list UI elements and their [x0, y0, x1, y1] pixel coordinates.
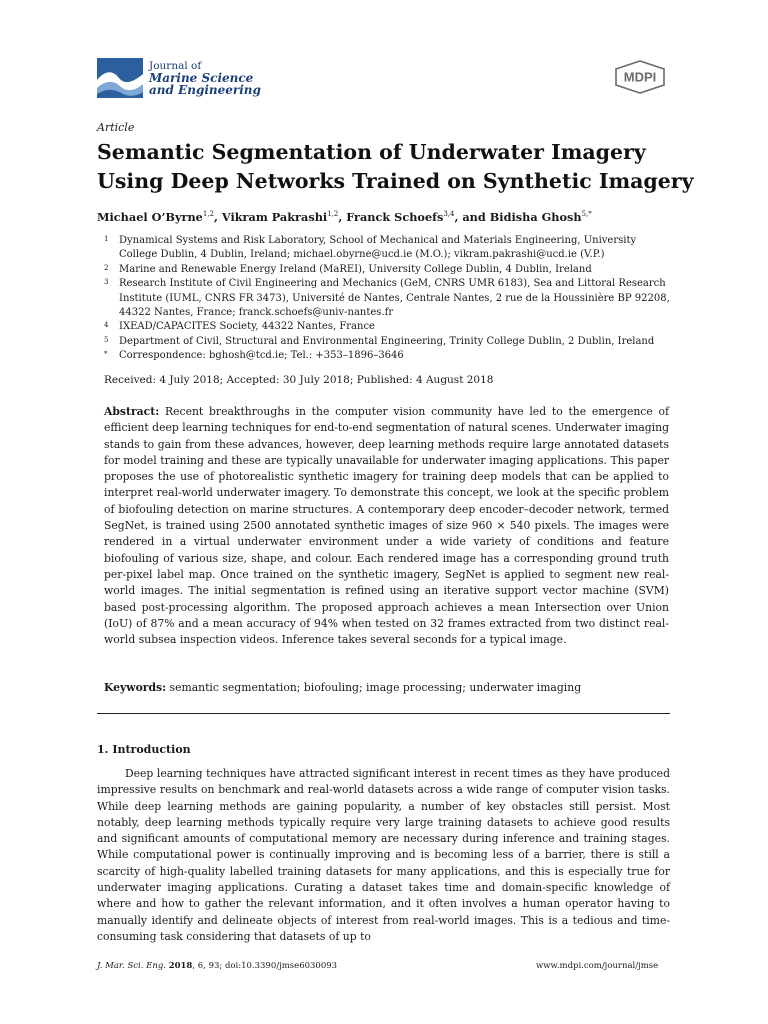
abstract	[104, 404, 669, 648]
title-line-1: Semantic Segmentation of Underwater Imagery	[97, 140, 646, 164]
affiliation-number: 3	[104, 278, 109, 287]
affiliation-number: 2	[104, 263, 109, 272]
article-type-label: Article	[97, 121, 135, 134]
keywords	[104, 681, 581, 694]
affiliation-item	[104, 263, 670, 277]
affiliation-list	[104, 234, 670, 364]
wave-logo-icon	[97, 58, 143, 98]
author-affiliation-sup: 1,2	[202, 210, 214, 219]
affiliation-text: Marine and Renewable Energy Ireland (MaREI), University College Dublin, 4 Dublin, Ireland	[119, 263, 592, 275]
abstract-label: Abstract:	[104, 405, 160, 418]
author-affiliation-sup: 3,4	[443, 210, 455, 219]
correspondence-marker: *	[104, 350, 108, 359]
paper-title	[97, 138, 697, 196]
author-name: Bidisha Ghosh	[489, 210, 582, 224]
journal-name	[149, 60, 261, 96]
author-name: Michael O’Byrne	[97, 210, 203, 224]
correspondence-item	[104, 349, 670, 363]
publication-dates: Received: 4 July 2018; Accepted: 30 July 2018; Published: 4 August 2018	[104, 374, 494, 386]
author-affiliation-sup: 1,2	[327, 210, 339, 219]
affiliation-number: 1	[104, 235, 109, 243]
mdpi-logo-icon	[612, 60, 668, 94]
affiliation-item	[104, 320, 670, 334]
footer-journal-url[interactable]: www.mdpi.com/journal/jmse	[536, 961, 659, 971]
author-affiliation-sup: 5,*	[581, 210, 592, 219]
section-heading: 1. Introduction	[97, 743, 191, 756]
journal-name-line3: and Engineering	[149, 83, 261, 97]
affiliation-item	[104, 234, 670, 263]
affiliation-item	[104, 277, 670, 320]
author-name: Vikram Pakrashi	[221, 210, 328, 224]
keywords-text: semantic segmentation; biofouling; image processing; underwater imaging	[169, 681, 582, 694]
affiliation-text: Department of Civil, Structural and Environmental Engineering, Trinity College Dublin, 2 Dublin, Ireland	[119, 335, 655, 347]
section-divider	[97, 713, 670, 714]
correspondence-text: Correspondence: bghosh@tcd.ie; Tel.: +353–1896–3646	[119, 350, 404, 362]
footer-journal-abbrev: J. Mar. Sci. Eng.	[97, 961, 166, 971]
author-separator: ,	[338, 210, 347, 224]
keywords-label: Keywords:	[104, 681, 167, 694]
footer-citation	[97, 961, 337, 971]
affiliation-text: Dynamical Systems and Risk Laboratory, School of Mechanical and Materials Engineering, University College Dublin, 4 Dublin, Ireland; michael.obyrne@ucd.ie (M.O.); vikram.pakrashi@ucd.ie (V.P.)	[119, 235, 637, 261]
author-list	[97, 210, 592, 224]
mdpi-logo-text: MDPI	[623, 69, 657, 85]
affiliation-item	[104, 335, 670, 349]
title-line-2: Using Deep Networks Trained on Synthetic Imagery	[97, 169, 694, 193]
author-name: Franck Schoefs	[346, 210, 444, 224]
journal-name-line1: Journal of	[149, 60, 202, 72]
author-separator: , and	[454, 210, 490, 224]
journal-name-line2: Marine Science	[149, 71, 254, 85]
affiliation-text: IXEAD/CAPACITES Society, 44322 Nantes, France	[119, 321, 375, 333]
author-separator: ,	[214, 210, 222, 224]
footer-year: 2018	[168, 961, 193, 971]
abstract-text: Recent breakthroughs in the computer vision community have led to the emergence of efficient deep learning techniques for end-to-end segmentation of natural scenes. Underwater imaging stands to gain from these advances, however, deep learning methods require large annotated datasets for model training and these are typically unavailable for underwater imaging applications. This paper proposes the use of photorealistic synthetic imagery for training deep models that can be applied to interpret real-world underwater imagery. To demonstrate this concept, we look at the specific problem of biofouling detection on marine structures. A contemporary deep encoder–decoder network, termed SegNet, is trained using 2500 annotated synthetic images of size 960 × 540 pixels. The images were rendered in a virtual underwater environment under a wide variety of conditions and feature biofouling of various size, shape, and colour. Each rendered image has a corresponding ground truth per-pixel label map. Once trained on the synthetic imagery, SegNet is applied to segment new real-world images. The initial segmentation is refined using an iterative support vector machine (SVM) based post-processing algorithm. The proposed approach achieves a mean Intersection over Union (IoU) of 87% and a mean accuracy of 94% when tested on 32 frames extracted from two distinct real-world subsea inspection videos. Inference takes several seconds for a typical image.	[104, 405, 669, 647]
affiliation-number: 5	[104, 335, 109, 344]
footer-citation-rest: , 6, 93; doi:10.3390/jmse6030093	[192, 961, 338, 971]
journal-logo	[97, 58, 261, 98]
affiliation-text: Research Institute of Civil Engineering and Mechanics (GeM, CNRS UMR 6183), Sea and Littoral Research Institute (IUML, CNRS FR 3473), Université de Nantes, Centrale Nantes, 2 rue de la Houssinière BP 92208, 44322 Nantes, France; franck.schoefs@univ-nantes.fr	[119, 278, 670, 319]
introduction-paragraph: Deep learning techniques have attracted significant interest in recent times as they have produced impressive results on benchmark and real-world datasets across a wide range of computer vision tasks. While deep learning methods are gaining popularity, a number of key obstacles still persist. Most notably, deep learning methods typically require very large training datasets to achieve good results and significant amounts of computational memory are necessary during inference and training stages. While computational power is continually improving and is becoming less of a barrier, there is still a scarcity of high-quality labelled training datasets for many applications, and this is especially true for underwater imaging applications. Curating a dataset takes time and domain-specific knowledge of where and how to gather the relevant information, and it often involves a human operator having to manually identify and delineate objects of interest from real-world images. This is a tedious and time-consuming task considering that datasets of up to	[97, 767, 670, 943]
affiliation-number: 4	[104, 321, 109, 330]
